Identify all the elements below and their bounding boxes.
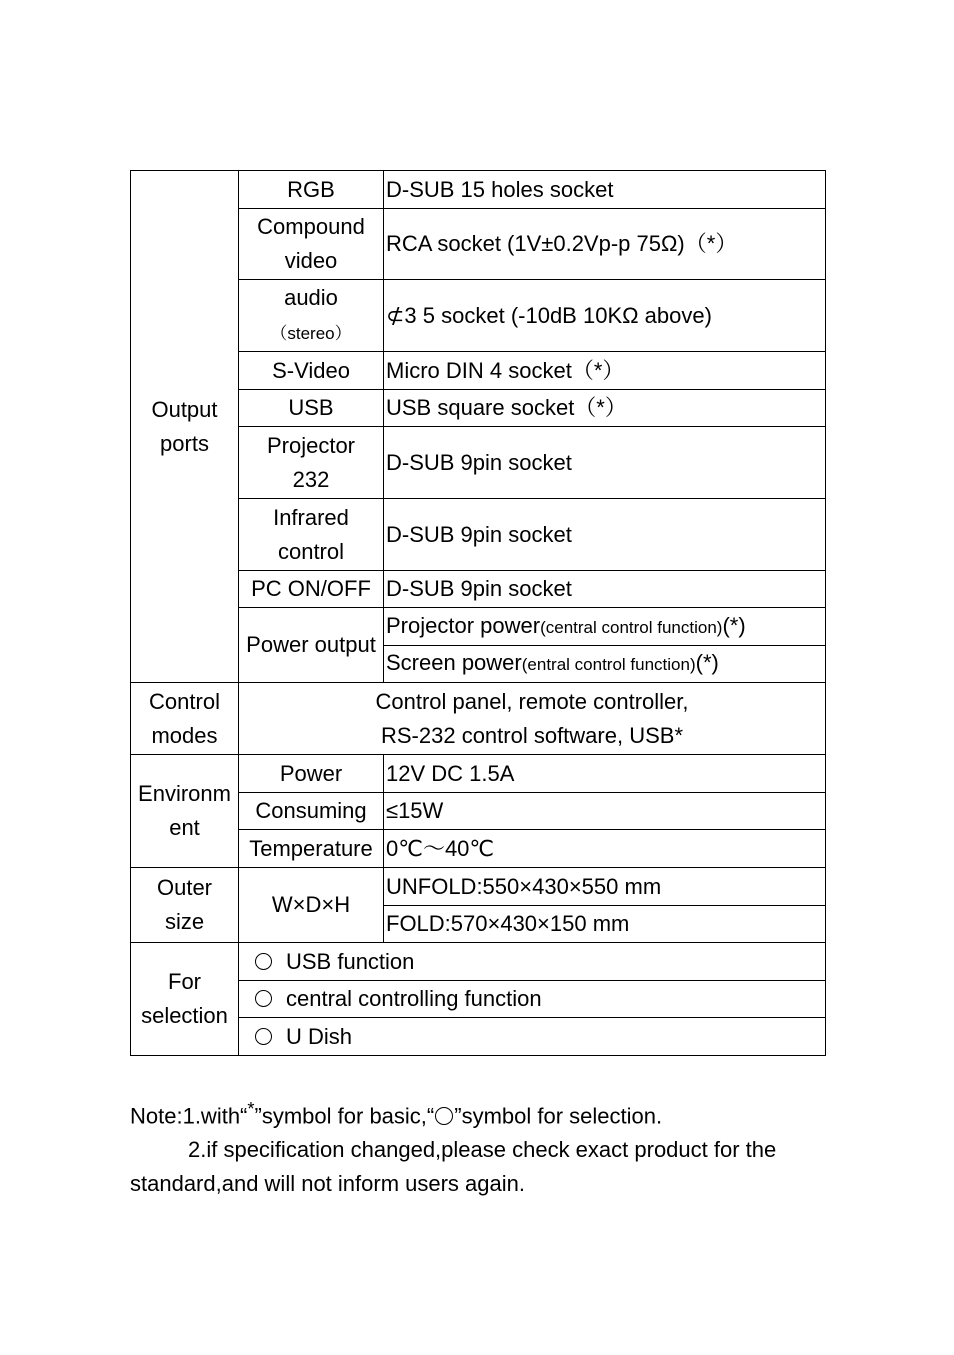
note-line-1: Note:1.with“*”symbol for basic,“ ”symbol for selection. [130, 1098, 663, 1129]
usb-name: USB [239, 390, 384, 427]
circle-icon [255, 953, 272, 970]
note-line-3: standard,and will not inform users again. [130, 1171, 525, 1197]
specification-table [130, 170, 826, 1056]
projector-232-value: D-SUB 9pin socket [384, 427, 826, 499]
env-power-name: Power [239, 755, 384, 793]
table-row [131, 171, 826, 209]
audio-name: audio （stereo） [239, 280, 384, 352]
note-section [130, 1092, 830, 1201]
env-consuming-name: Consuming [239, 793, 384, 830]
env-consuming-value: ≤15W [384, 793, 826, 830]
table-row [131, 755, 826, 793]
svideo-name: S-Video [239, 352, 384, 390]
power-output-name: Power output [239, 608, 384, 683]
table-row [131, 683, 826, 755]
infrared-control-name: Infrared control [239, 499, 384, 571]
circle-icon [255, 1028, 272, 1045]
outer-size-unfold: UNFOLD:550×430×550 mm [384, 868, 826, 906]
selection-item-central: central controlling function [239, 981, 826, 1018]
compound-video-name: Compound video [239, 209, 384, 280]
svideo-value: Micro DIN 4 socket（*） [384, 352, 826, 390]
env-temperature-value: 0℃～40℃ [384, 830, 826, 868]
selection-item-usb: USB function [239, 943, 826, 981]
note-line-2: 2.if specification changed,please check exact product for the [188, 1137, 777, 1163]
pc-onoff-name: PC ON/OFF [239, 571, 384, 608]
projector-232-name: Projector 232 [239, 427, 384, 499]
projector-power-value: Projector power(central control function)(*) [384, 608, 826, 646]
control-modes-value: Control panel, remote controller, RS-232 control software, USB* [239, 683, 826, 755]
control-modes-label: Control modes [131, 683, 239, 755]
circle-icon [255, 990, 272, 1007]
outer-size-fold: FOLD:570×430×150 mm [384, 906, 826, 943]
infrared-control-value: D-SUB 9pin socket [384, 499, 826, 571]
pc-onoff-value: D-SUB 9pin socket [384, 571, 826, 608]
table-row [131, 943, 826, 981]
env-temperature-name: Temperature [239, 830, 384, 868]
circle-icon [435, 1107, 453, 1125]
selection-item-udish: U Dish [239, 1018, 826, 1056]
table-row [131, 868, 826, 906]
usb-value: USB square socket（*） [384, 390, 826, 427]
env-power-value: 12V DC 1.5A [384, 755, 826, 793]
outer-size-label: Outer size [131, 868, 239, 943]
for-selection-label: For selection [131, 943, 239, 1056]
environment-label: Environm ent [131, 755, 239, 868]
compound-video-value: RCA socket (1V±0.2Vp-p 75Ω)（*） [384, 209, 826, 280]
rgb-value: D-SUB 15 holes socket [384, 171, 826, 209]
rgb-name: RGB [239, 171, 384, 209]
outer-size-dims: W×D×H [239, 868, 384, 943]
output-ports-label: Output ports [131, 171, 239, 683]
screen-power-value: Screen power(entral control function)(*) [384, 646, 826, 683]
audio-value: ⊄3 5 socket (-10dB 10KΩ above) [384, 280, 826, 352]
